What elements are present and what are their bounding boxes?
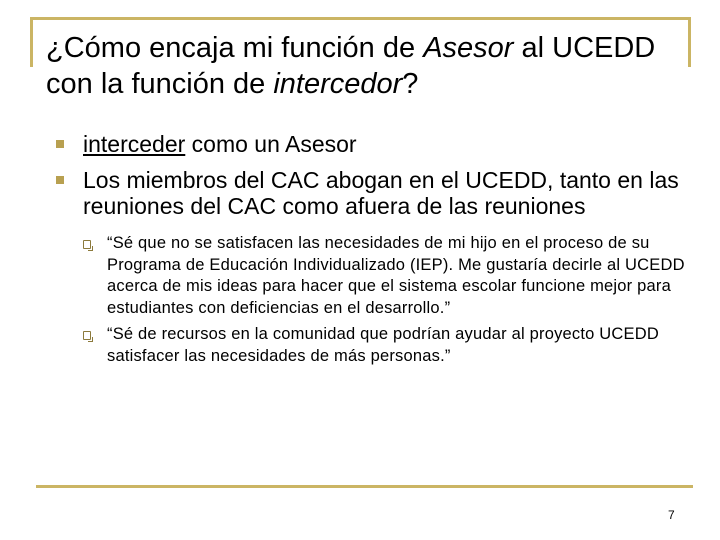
sub-bullet-item: [83, 324, 696, 367]
sub-bullet-text: “Sé que no se satisfacen las necesidades de mi hijo en el proceso de su Programa de Educación Individualizado (IEP). Me gustaría decirle al UCEDD acerca de mis ideas para hacer que el sistema escolar funcione mejor para estudiantes con deficiencias en el desarrollo.”: [107, 234, 685, 317]
bullet-item: [56, 131, 696, 157]
sub-bullet-item: [83, 233, 696, 319]
title-frame-left-border: [30, 17, 33, 67]
sub-bullet-text: “Sé de recursos en la comunidad que podrían ayudar al proyecto UCEDD satisfacer las necesidades de más personas.”: [107, 325, 659, 365]
square-bullet-icon: [56, 140, 64, 148]
hollow-square-bullet-icon: [83, 331, 91, 340]
hollow-square-bullet-icon: [83, 240, 91, 249]
title-frame-right-border: [688, 17, 691, 67]
slide-title: [46, 30, 686, 102]
title-text-part: al UCEDD con la función de: [46, 32, 656, 100]
page-number: 7: [668, 508, 675, 522]
bullet-text: como un Asesor: [185, 131, 357, 157]
footer-divider: [36, 485, 693, 488]
title-frame-top-border: [30, 17, 691, 20]
square-bullet-icon: [56, 176, 64, 184]
sub-bullet-list: [83, 233, 696, 367]
title-emphasis-intercedor: intercedor: [273, 68, 403, 100]
bullet-item: [56, 167, 696, 219]
title-text-part: ?: [402, 68, 419, 100]
bullet-text: Los miembros del CAC abogan en el UCEDD, tanto en las reuniones del CAC como afuera de las reuniones: [83, 167, 679, 219]
slide-body: [56, 131, 696, 367]
title-emphasis-asesor: Asesor: [423, 32, 514, 64]
title-text-part: ¿Cómo encaja mi función de: [46, 32, 424, 64]
underlined-term: interceder: [83, 131, 186, 157]
